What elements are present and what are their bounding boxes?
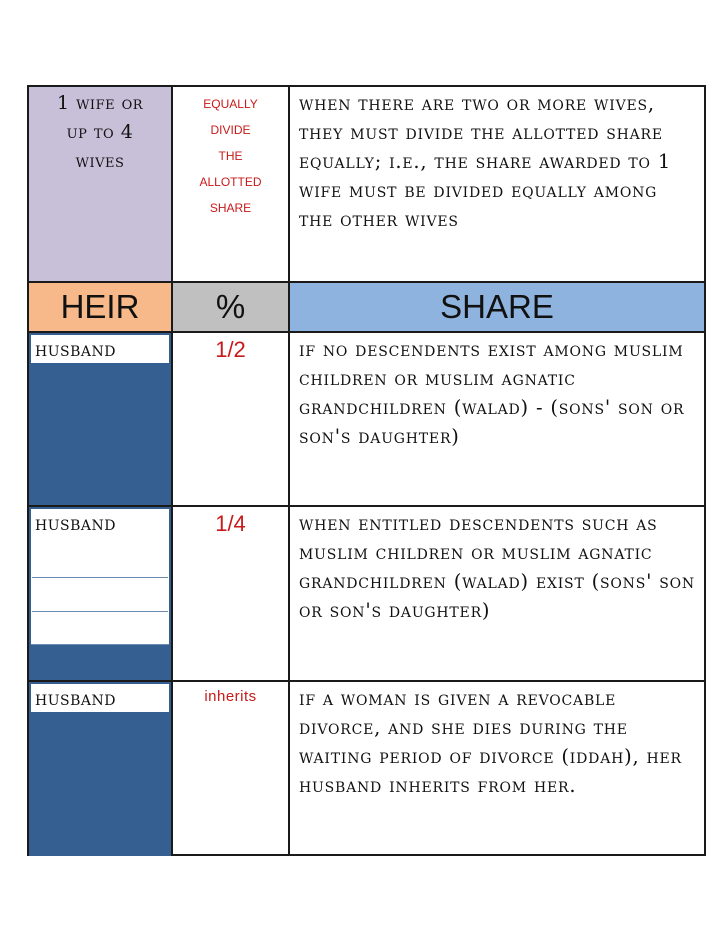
share-text: if no descendents exist among muslim children or muslim agnatic grandchildren (walad) - (sons' son or son's daughter) xyxy=(299,338,685,448)
heir-label: husband xyxy=(31,335,169,363)
percent-value: 1/4 xyxy=(215,511,246,536)
share-text: when entitled descendents such as muslim children or muslim agnatic grandchildren (walad) exist (sons' son or son's daughter) xyxy=(299,512,695,622)
share-text: if a woman is given a revocable divorce, and she dies during the waiting period of divorce (iddah), her husband inherits from her. xyxy=(299,687,682,797)
percent-value: 1/2 xyxy=(215,337,246,362)
wives-heir-cell xyxy=(29,87,173,281)
wives-heir-line: wives xyxy=(75,150,125,172)
wives-percent-line: divide xyxy=(210,119,251,138)
wives-percent-line: equally xyxy=(203,93,258,112)
inheritance-table xyxy=(27,85,706,856)
wives-row xyxy=(29,87,704,283)
percent-header-cell xyxy=(173,283,290,331)
wives-heir-line: 1 wife or xyxy=(56,92,144,114)
heir-header: HEIR xyxy=(60,288,140,325)
share-header: SHARE xyxy=(440,288,554,325)
table-row xyxy=(29,333,704,507)
husband-cell xyxy=(29,682,173,856)
cell-rule xyxy=(32,611,168,612)
husband-cell xyxy=(29,333,173,505)
wives-percent-line: share xyxy=(209,197,252,216)
percent-cell xyxy=(173,333,290,505)
table-row xyxy=(29,682,704,856)
wives-share-cell xyxy=(290,87,704,281)
wives-share-text: when there are two or more wives, they must divide the allotted share equally; i.e., the share awarded to 1 wife must be divided equally among the other wives xyxy=(299,92,672,231)
heir-header-cell xyxy=(29,283,173,331)
share-cell xyxy=(290,333,704,505)
share-cell xyxy=(290,682,704,856)
percent-cell xyxy=(173,682,290,856)
wives-heir-line: up to 4 xyxy=(66,121,134,143)
wives-percent-text xyxy=(173,87,288,220)
header-row xyxy=(29,283,704,333)
percent-cell xyxy=(173,507,290,680)
heir-label: husband xyxy=(31,684,169,712)
share-cell xyxy=(290,507,704,680)
wives-heir-text xyxy=(29,87,171,176)
wives-percent-cell xyxy=(173,87,290,281)
husband-cell xyxy=(29,507,173,680)
heir-label: husband xyxy=(31,509,169,645)
share-header-cell xyxy=(290,283,704,331)
percent-header: % xyxy=(215,288,246,325)
cell-rule xyxy=(32,577,168,578)
percent-value: inherits xyxy=(204,688,257,705)
wives-percent-line: the xyxy=(218,145,243,164)
wives-percent-line: allotted xyxy=(199,171,262,190)
table-row xyxy=(29,507,704,682)
